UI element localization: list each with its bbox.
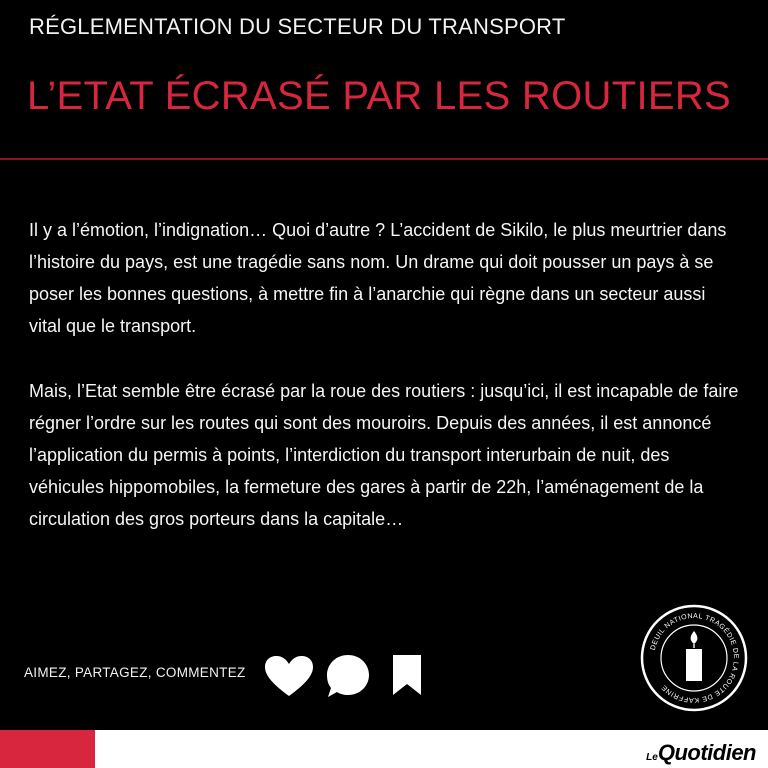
mourning-seal (640, 604, 748, 712)
logo-name: Quotidien (657, 740, 756, 765)
logo-prefix: Le (646, 752, 658, 763)
paragraph-1: Il y a l’émotion, l’indignation… Quoi d’autre ? L’accident de Sikilo, le plus meurtrier dans l’histoire du pays, est une tragédie sans nom. Un drame qui doit pousser un pays à se poser les bonnes questions, à mettre fin à l’anarchie qui règne dans un secteur aussi vital que le transport. (29, 220, 727, 336)
footer-accent-block (0, 730, 95, 768)
publisher-logo (646, 740, 756, 766)
section-kicker: RÉGLEMENTATION DU SECTEUR DU TRANSPORT (29, 14, 566, 39)
divider (0, 158, 768, 160)
seal-graphic (640, 604, 748, 712)
seal-text: DEUIL NATIONAL TRAGÉDIE DE LA ROUTE DE KAFFRINE (649, 612, 740, 704)
comment-icon[interactable] (325, 653, 371, 699)
article-body (29, 214, 741, 568)
headline: L’ETAT ÉCRASÉ PAR LES ROUTIERS (27, 74, 731, 118)
heart-icon[interactable] (264, 655, 314, 697)
paragraph-2: Mais, l’Etat semble être écrasé par la roue des routiers : jusqu’ici, il est incapable de faire régner l’ordre sur les routes qui sont des mouroirs. Depuis des années, il est annoncé l’application du permis à points, l’interdiction du transport interurbain de nuit, des véhicules hippomobiles, la fermeture des gares à partir de 22h, l’aménagement de la circulation des gros porteurs dans la capitale… (29, 381, 739, 529)
bookmark-icon[interactable] (390, 654, 424, 696)
call-to-action: AIMEZ, PARTAGEZ, COMMENTEZ (24, 665, 246, 680)
